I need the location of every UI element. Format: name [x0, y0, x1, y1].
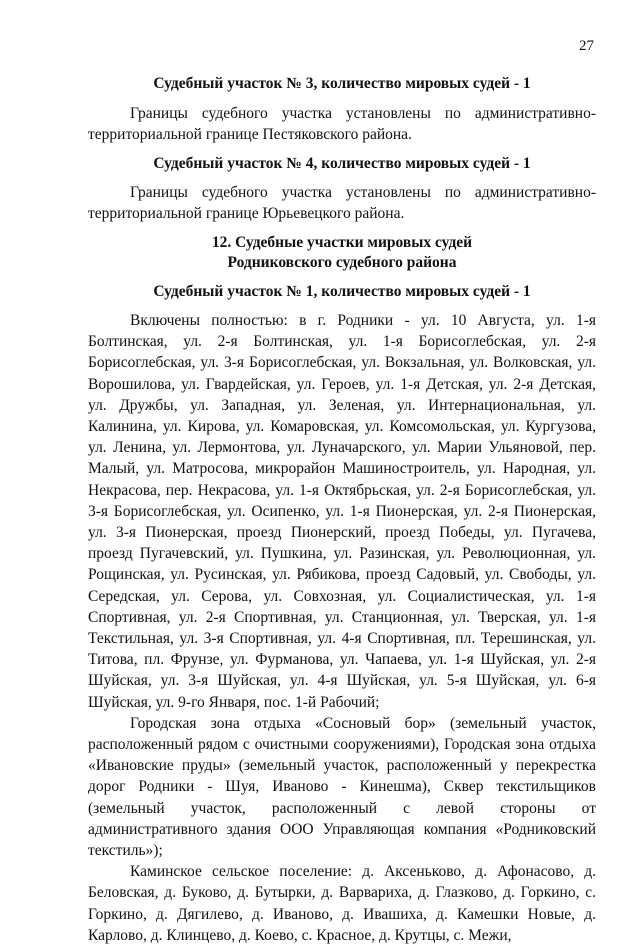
chapter-heading-line-1: 12. Судебные участки мировых судей	[211, 234, 473, 251]
section-1-paragraph-1: Включены полностью: в г. Родники - ул. 10 Августа, ул. 1-я Болтинская, ул. 2-я Болтинская, ул. 1-я Борисоглебская, ул. 2-я Борисоглебская, ул. 3-я Борисоглебская, ул. Вокзальная, ул. Волковская, ул. Ворошилова, ул. Гвардейская, ул. Героев, ул. 1-я Детская, ул. 2-я Детская, ул. Дружбы, ул. Западная, ул. Зеленая, ул. Интернациональная, ул. Калинина, ул. Кирова, ул. Комаровская, ул. Комсомольская, ул. Кургузова, ул. Ленина, ул. Лермонтова, ул. Луначарского, ул. Марии Ульяновой, пер. Малый, ул. Матросова, микрорайон Машиностроитель, ул. Народная, ул. Некрасова, пер. Некрасова, ул. 1-я Октябрьская, ул. 2-я Борисоглебская, ул. 3-я Борисоглебская, ул. Осипенко, ул. 1-я Пионерская, ул. 2-я Пионерская, ул. 3-я Пионерская, проезд Пионерский, проезд Победы, ул. Пугачева, проезд Пугачевский, ул. Пушкина, ул. Разинская, ул. Революционная, ул. Рощинская, ул. Русинская, ул. Рябикова, проезд Садовый, ул. Свободы, ул. Середская, ул. Серова, ул. Совхозная, ул. Социалистическая, ул. 1-я Спортивная, ул. 2-я Спортивная, ул. Станционная, ул. Тверская, ул. 1-я Текстильная, ул. 3-я Спортивная, ул. 4-я Спортивная, пл. Терешинская, ул. Титова, пл. Фрунзе, ул. Фурманова, ул. Чапаева, ул. 1-я Шуйская, ул. 2-я Шуйская, ул. 3-я Шуйская, ул. 4-я Шуйская, ул. 5-я Шуйская, ул. 6-я Шуйская, ул. 9-го Января, пос. 1-й Рабочий;	[88, 312, 596, 711]
section-3-text	[88, 103, 596, 145]
section-4-heading: Судебный участок № 4, количество мировых судей - 1	[153, 155, 531, 172]
section-3-paragraph: Границы судебного участка установлены по административно-территориальной границе Пестяковского района.	[88, 105, 596, 144]
section-1-paragraph-2: Городская зона отдыха «Сосновый бор» (земельный участок, расположенный рядом с очистными сооружениями), Городская зона отдыха «Ивановские пруды» (земельный участок, расположенный у перекрестка дорог Родники - Шуя, Иваново - Кинешма), Сквер текстильщиков (земельный участок, расположенный с левой стороны от административного здания ООО Управляющая компания «Родниковский текстиль»);	[88, 714, 596, 860]
section-4-text	[88, 182, 596, 224]
section-3-heading: Судебный участок № 3, количество мировых судей - 1	[153, 75, 531, 92]
section-4-paragraph: Границы судебного участка установлены по административно-территориальной границе Юрьевецкого района.	[88, 184, 596, 223]
page-number: 27	[579, 38, 594, 54]
chapter-heading-line-2: Родниковского судебного района	[227, 254, 457, 271]
section-1-heading: Судебный участок № 1, количество мировых судей - 1	[153, 283, 531, 300]
section-1-body	[88, 310, 596, 946]
section-1-paragraph-3: Каминское сельское поселение: д. Аксеньково, д. Афонасово, д. Беловская, д. Буково, д. Бутырки, д. Варвариха, д. Глазково, д. Горкино, с. Горкино, д. Дягилево, д. Иваново, д. Ивашиха, д. Камешки Новые, д. Карлово, д. Клинцево, д. Коево, с. Красное, д. Крутцы, с. Межи,	[88, 863, 596, 944]
